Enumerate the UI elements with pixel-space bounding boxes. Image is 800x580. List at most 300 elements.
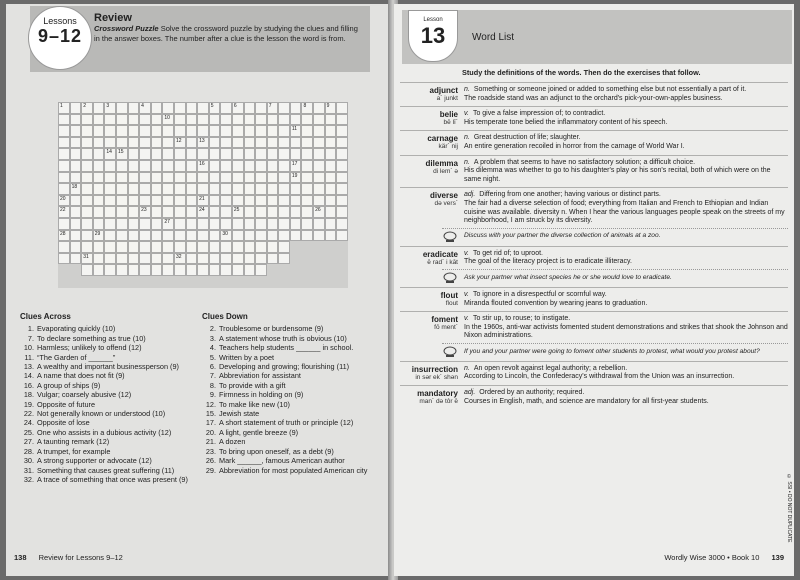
crossword-cell[interactable] (116, 253, 128, 265)
crossword-cell[interactable] (325, 102, 337, 114)
crossword-cell[interactable] (220, 148, 232, 160)
crossword-cell[interactable] (278, 125, 290, 137)
crossword-cell[interactable] (151, 125, 163, 137)
crossword-cell[interactable] (325, 160, 337, 172)
crossword-cell[interactable] (151, 183, 163, 195)
crossword-cell[interactable] (139, 102, 151, 114)
crossword-cell[interactable] (93, 195, 105, 207)
crossword-cell[interactable] (267, 206, 279, 218)
crossword-cell[interactable] (325, 230, 337, 242)
crossword-cell[interactable] (128, 172, 140, 184)
crossword-cell[interactable] (336, 125, 348, 137)
crossword-cell[interactable] (104, 183, 116, 195)
crossword-cell[interactable] (278, 160, 290, 172)
crossword-cell[interactable] (220, 195, 232, 207)
crossword-cell[interactable] (220, 218, 232, 230)
crossword-cell[interactable] (128, 102, 140, 114)
crossword-cell[interactable] (301, 183, 313, 195)
crossword-cell[interactable] (209, 148, 221, 160)
crossword-cell[interactable] (116, 137, 128, 149)
crossword-cell[interactable] (174, 206, 186, 218)
crossword-cell[interactable] (290, 125, 302, 137)
crossword-cell[interactable] (174, 195, 186, 207)
crossword-cell[interactable] (255, 148, 267, 160)
crossword-cell[interactable] (93, 253, 105, 265)
crossword-cell[interactable] (325, 172, 337, 184)
crossword-cell[interactable] (209, 218, 221, 230)
crossword-cell[interactable] (104, 195, 116, 207)
crossword-cell[interactable] (197, 195, 209, 207)
crossword-cell[interactable] (104, 148, 116, 160)
crossword-cell[interactable] (70, 148, 82, 160)
crossword-cell[interactable] (255, 137, 267, 149)
crossword-cell[interactable] (232, 253, 244, 265)
crossword-cell[interactable] (104, 172, 116, 184)
crossword-cell[interactable] (267, 241, 279, 253)
crossword-cell[interactable] (197, 102, 209, 114)
crossword-cell[interactable] (267, 102, 279, 114)
crossword-cell[interactable] (139, 160, 151, 172)
crossword-cell[interactable] (255, 218, 267, 230)
crossword-cell[interactable] (220, 183, 232, 195)
crossword-cell[interactable] (197, 148, 209, 160)
crossword-cell[interactable] (128, 253, 140, 265)
crossword-cell[interactable] (313, 195, 325, 207)
crossword-cell[interactable] (232, 137, 244, 149)
crossword-cell[interactable] (104, 102, 116, 114)
crossword-cell[interactable] (197, 160, 209, 172)
crossword-cell[interactable] (186, 241, 198, 253)
crossword-cell[interactable] (139, 230, 151, 242)
crossword-cell[interactable] (116, 241, 128, 253)
crossword-cell[interactable] (301, 137, 313, 149)
crossword-cell[interactable] (70, 195, 82, 207)
crossword-cell[interactable] (336, 137, 348, 149)
crossword-cell[interactable] (128, 148, 140, 160)
crossword-cell[interactable] (58, 114, 70, 126)
crossword-cell[interactable] (151, 264, 163, 276)
crossword-cell[interactable] (186, 218, 198, 230)
crossword-cell[interactable] (232, 172, 244, 184)
crossword-cell[interactable] (58, 230, 70, 242)
crossword-cell[interactable] (336, 218, 348, 230)
crossword-cell[interactable] (104, 230, 116, 242)
crossword-cell[interactable] (70, 253, 82, 265)
crossword-cell[interactable] (93, 114, 105, 126)
crossword-cell[interactable] (162, 183, 174, 195)
crossword-cell[interactable] (336, 183, 348, 195)
crossword-cell[interactable] (139, 114, 151, 126)
crossword-cell[interactable] (139, 183, 151, 195)
crossword-cell[interactable] (313, 137, 325, 149)
crossword-cell[interactable] (162, 195, 174, 207)
crossword-cell[interactable] (93, 230, 105, 242)
crossword-cell[interactable] (255, 125, 267, 137)
crossword-cell[interactable] (162, 253, 174, 265)
crossword-cell[interactable] (325, 114, 337, 126)
crossword-cell[interactable] (278, 102, 290, 114)
crossword-cell[interactable] (232, 102, 244, 114)
crossword-cell[interactable] (104, 160, 116, 172)
crossword-cell[interactable] (313, 206, 325, 218)
crossword-cell[interactable] (313, 102, 325, 114)
crossword-cell[interactable] (197, 230, 209, 242)
crossword-cell[interactable] (267, 218, 279, 230)
crossword-cell[interactable] (325, 206, 337, 218)
crossword-cell[interactable] (70, 218, 82, 230)
crossword-cell[interactable] (128, 137, 140, 149)
crossword-cell[interactable] (336, 172, 348, 184)
crossword-cell[interactable] (336, 206, 348, 218)
crossword-cell[interactable] (162, 125, 174, 137)
crossword-cell[interactable] (81, 102, 93, 114)
crossword-cell[interactable] (267, 230, 279, 242)
crossword-cell[interactable] (186, 160, 198, 172)
crossword-cell[interactable] (255, 102, 267, 114)
crossword-cell[interactable] (151, 230, 163, 242)
crossword-cell[interactable] (232, 160, 244, 172)
crossword-cell[interactable] (116, 102, 128, 114)
crossword-cell[interactable] (104, 218, 116, 230)
crossword-cell[interactable] (104, 114, 116, 126)
crossword-cell[interactable] (58, 195, 70, 207)
crossword-cell[interactable] (151, 148, 163, 160)
crossword-cell[interactable] (162, 102, 174, 114)
crossword-cell[interactable] (255, 195, 267, 207)
crossword-cell[interactable] (267, 253, 279, 265)
crossword-cell[interactable] (174, 183, 186, 195)
crossword-cell[interactable] (116, 230, 128, 242)
crossword-cell[interactable] (139, 137, 151, 149)
crossword-cell[interactable] (186, 114, 198, 126)
crossword-cell[interactable] (174, 102, 186, 114)
crossword-cell[interactable] (151, 241, 163, 253)
crossword-cell[interactable] (232, 114, 244, 126)
crossword-cell[interactable] (139, 125, 151, 137)
crossword-cell[interactable] (81, 172, 93, 184)
crossword-cell[interactable] (81, 253, 93, 265)
crossword-cell[interactable] (174, 230, 186, 242)
crossword-cell[interactable] (290, 160, 302, 172)
crossword-cell[interactable] (186, 137, 198, 149)
crossword-cell[interactable] (301, 195, 313, 207)
crossword-cell[interactable] (290, 102, 302, 114)
crossword-cell[interactable] (93, 241, 105, 253)
crossword-cell[interactable] (244, 160, 256, 172)
crossword-cell[interactable] (267, 114, 279, 126)
crossword-cell[interactable] (232, 264, 244, 276)
crossword-cell[interactable] (81, 125, 93, 137)
crossword-cell[interactable] (139, 172, 151, 184)
crossword-cell[interactable] (128, 125, 140, 137)
crossword-cell[interactable] (301, 160, 313, 172)
crossword-cell[interactable] (220, 230, 232, 242)
crossword-cell[interactable] (128, 114, 140, 126)
crossword-cell[interactable] (255, 114, 267, 126)
crossword-cell[interactable] (244, 195, 256, 207)
crossword-cell[interactable] (186, 195, 198, 207)
crossword-cell[interactable] (116, 114, 128, 126)
crossword-cell[interactable] (104, 206, 116, 218)
crossword-cell[interactable] (174, 137, 186, 149)
crossword-cell[interactable] (81, 183, 93, 195)
crossword-cell[interactable] (162, 160, 174, 172)
crossword-cell[interactable] (151, 218, 163, 230)
crossword-cell[interactable] (232, 241, 244, 253)
crossword-cell[interactable] (209, 114, 221, 126)
crossword-cell[interactable] (70, 230, 82, 242)
crossword-cell[interactable] (232, 218, 244, 230)
crossword-cell[interactable] (244, 125, 256, 137)
crossword-cell[interactable] (104, 264, 116, 276)
crossword-cell[interactable] (197, 241, 209, 253)
crossword-cell[interactable] (93, 125, 105, 137)
crossword-cell[interactable] (278, 148, 290, 160)
crossword-cell[interactable] (313, 218, 325, 230)
crossword-cell[interactable] (301, 114, 313, 126)
crossword-cell[interactable] (58, 183, 70, 195)
crossword-cell[interactable] (278, 172, 290, 184)
crossword-cell[interactable] (58, 218, 70, 230)
crossword-cell[interactable] (278, 137, 290, 149)
crossword-cell[interactable] (197, 125, 209, 137)
crossword-cell[interactable] (209, 264, 221, 276)
crossword-cell[interactable] (139, 148, 151, 160)
crossword-cell[interactable] (116, 195, 128, 207)
crossword-cell[interactable] (186, 172, 198, 184)
crossword-cell[interactable] (162, 148, 174, 160)
crossword-cell[interactable] (267, 195, 279, 207)
crossword-cell[interactable] (151, 172, 163, 184)
crossword-cell[interactable] (93, 206, 105, 218)
crossword-cell[interactable] (209, 253, 221, 265)
crossword-cell[interactable] (104, 253, 116, 265)
crossword-cell[interactable] (313, 125, 325, 137)
crossword-cell[interactable] (313, 172, 325, 184)
crossword-cell[interactable] (336, 230, 348, 242)
crossword-cell[interactable] (197, 218, 209, 230)
crossword-cell[interactable] (58, 148, 70, 160)
crossword-cell[interactable] (255, 241, 267, 253)
crossword-cell[interactable] (336, 102, 348, 114)
crossword-cell[interactable] (336, 195, 348, 207)
crossword-cell[interactable] (186, 264, 198, 276)
crossword-cell[interactable] (151, 253, 163, 265)
crossword-cell[interactable] (325, 195, 337, 207)
crossword-cell[interactable] (301, 102, 313, 114)
crossword-cell[interactable] (267, 183, 279, 195)
crossword-cell[interactable] (70, 137, 82, 149)
crossword-cell[interactable] (290, 114, 302, 126)
crossword-cell[interactable] (162, 218, 174, 230)
crossword-cell[interactable] (244, 218, 256, 230)
crossword-cell[interactable] (197, 183, 209, 195)
crossword-cell[interactable] (104, 125, 116, 137)
crossword-cell[interactable] (70, 172, 82, 184)
crossword-cell[interactable] (290, 195, 302, 207)
crossword-cell[interactable] (81, 195, 93, 207)
crossword-cell[interactable] (128, 160, 140, 172)
crossword-cell[interactable] (220, 114, 232, 126)
crossword-cell[interactable] (151, 160, 163, 172)
crossword-cell[interactable] (162, 114, 174, 126)
crossword-cell[interactable] (220, 137, 232, 149)
crossword-cell[interactable] (325, 218, 337, 230)
crossword-cell[interactable] (325, 148, 337, 160)
crossword-cell[interactable] (232, 125, 244, 137)
crossword-cell[interactable] (220, 102, 232, 114)
crossword-cell[interactable] (209, 160, 221, 172)
crossword-cell[interactable] (70, 241, 82, 253)
crossword-cell[interactable] (301, 125, 313, 137)
crossword-cell[interactable] (220, 264, 232, 276)
crossword-cell[interactable] (93, 172, 105, 184)
crossword-cell[interactable] (81, 218, 93, 230)
crossword-cell[interactable] (93, 183, 105, 195)
crossword-cell[interactable] (232, 183, 244, 195)
crossword-cell[interactable] (58, 206, 70, 218)
crossword-cell[interactable] (58, 253, 70, 265)
crossword-cell[interactable] (232, 206, 244, 218)
crossword-cell[interactable] (58, 102, 70, 114)
crossword-cell[interactable] (58, 125, 70, 137)
crossword-cell[interactable] (336, 148, 348, 160)
crossword-cell[interactable] (255, 160, 267, 172)
crossword-cell[interactable] (232, 148, 244, 160)
crossword-cell[interactable] (313, 114, 325, 126)
crossword-cell[interactable] (116, 172, 128, 184)
crossword-cell[interactable] (116, 206, 128, 218)
crossword-cell[interactable] (174, 253, 186, 265)
crossword-cell[interactable] (220, 160, 232, 172)
crossword-cell[interactable] (244, 241, 256, 253)
crossword-cell[interactable] (325, 137, 337, 149)
crossword-cell[interactable] (174, 241, 186, 253)
crossword-cell[interactable] (174, 125, 186, 137)
crossword-cell[interactable] (313, 160, 325, 172)
crossword-cell[interactable] (301, 206, 313, 218)
crossword-cell[interactable] (209, 183, 221, 195)
crossword-cell[interactable] (81, 241, 93, 253)
crossword-cell[interactable] (70, 114, 82, 126)
crossword-cell[interactable] (301, 218, 313, 230)
crossword-cell[interactable] (162, 137, 174, 149)
crossword-cell[interactable] (301, 230, 313, 242)
crossword-cell[interactable] (255, 264, 267, 276)
crossword-cell[interactable] (93, 148, 105, 160)
crossword-cell[interactable] (244, 114, 256, 126)
crossword-cell[interactable] (197, 253, 209, 265)
crossword-cell[interactable] (220, 206, 232, 218)
crossword-cell[interactable] (186, 183, 198, 195)
crossword-cell[interactable] (313, 148, 325, 160)
crossword-cell[interactable] (209, 137, 221, 149)
crossword-cell[interactable] (244, 206, 256, 218)
crossword-cell[interactable] (70, 183, 82, 195)
crossword-cell[interactable] (116, 160, 128, 172)
crossword-cell[interactable] (244, 253, 256, 265)
crossword-cell[interactable] (116, 148, 128, 160)
crossword-cell[interactable] (116, 218, 128, 230)
crossword-cell[interactable] (278, 114, 290, 126)
crossword-cell[interactable] (220, 241, 232, 253)
crossword-cell[interactable] (336, 160, 348, 172)
crossword-cell[interactable] (70, 125, 82, 137)
crossword-cell[interactable] (209, 102, 221, 114)
crossword-cell[interactable] (220, 172, 232, 184)
crossword-cell[interactable] (174, 160, 186, 172)
crossword-cell[interactable] (255, 172, 267, 184)
crossword-cell[interactable] (325, 125, 337, 137)
crossword-cell[interactable] (58, 137, 70, 149)
crossword-cell[interactable] (290, 183, 302, 195)
crossword-cell[interactable] (116, 125, 128, 137)
crossword-cell[interactable] (244, 102, 256, 114)
crossword-cell[interactable] (128, 206, 140, 218)
crossword-cell[interactable] (81, 230, 93, 242)
crossword-cell[interactable] (209, 195, 221, 207)
crossword-cell[interactable] (128, 183, 140, 195)
crossword-cell[interactable] (151, 102, 163, 114)
crossword-cell[interactable] (162, 241, 174, 253)
crossword-cell[interactable] (186, 125, 198, 137)
crossword-cell[interactable] (197, 206, 209, 218)
crossword-cell[interactable] (244, 183, 256, 195)
crossword-cell[interactable] (278, 253, 290, 265)
crossword-cell[interactable] (186, 253, 198, 265)
crossword-cell[interactable] (139, 218, 151, 230)
crossword-cell[interactable] (278, 183, 290, 195)
crossword-cell[interactable] (93, 102, 105, 114)
crossword-cell[interactable] (197, 264, 209, 276)
crossword-cell[interactable] (81, 114, 93, 126)
crossword-cell[interactable] (255, 183, 267, 195)
crossword-cell[interactable] (267, 160, 279, 172)
crossword-cell[interactable] (81, 206, 93, 218)
crossword-cell[interactable] (220, 253, 232, 265)
crossword-cell[interactable] (278, 218, 290, 230)
crossword-cell[interactable] (128, 241, 140, 253)
crossword-cell[interactable] (244, 172, 256, 184)
crossword-cell[interactable] (162, 264, 174, 276)
crossword-cell[interactable] (255, 230, 267, 242)
crossword-cell[interactable] (128, 230, 140, 242)
crossword-cell[interactable] (313, 183, 325, 195)
crossword-cell[interactable] (128, 264, 140, 276)
crossword-cell[interactable] (325, 183, 337, 195)
crossword-cell[interactable] (151, 195, 163, 207)
crossword-cell[interactable] (139, 264, 151, 276)
crossword-cell[interactable] (70, 102, 82, 114)
crossword-cell[interactable] (197, 172, 209, 184)
crossword-cell[interactable] (267, 172, 279, 184)
crossword-cell[interactable] (244, 148, 256, 160)
crossword-cell[interactable] (209, 125, 221, 137)
crossword-cell[interactable] (116, 183, 128, 195)
crossword-cell[interactable] (139, 195, 151, 207)
crossword-cell[interactable] (232, 195, 244, 207)
crossword-cell[interactable] (186, 148, 198, 160)
crossword-cell[interactable] (139, 206, 151, 218)
crossword-cell[interactable] (290, 218, 302, 230)
crossword-cell[interactable] (81, 148, 93, 160)
crossword-cell[interactable] (70, 160, 82, 172)
crossword-cell[interactable] (93, 264, 105, 276)
crossword-cell[interactable] (209, 241, 221, 253)
crossword-cell[interactable] (209, 206, 221, 218)
crossword-cell[interactable] (93, 160, 105, 172)
crossword-cell[interactable] (186, 206, 198, 218)
